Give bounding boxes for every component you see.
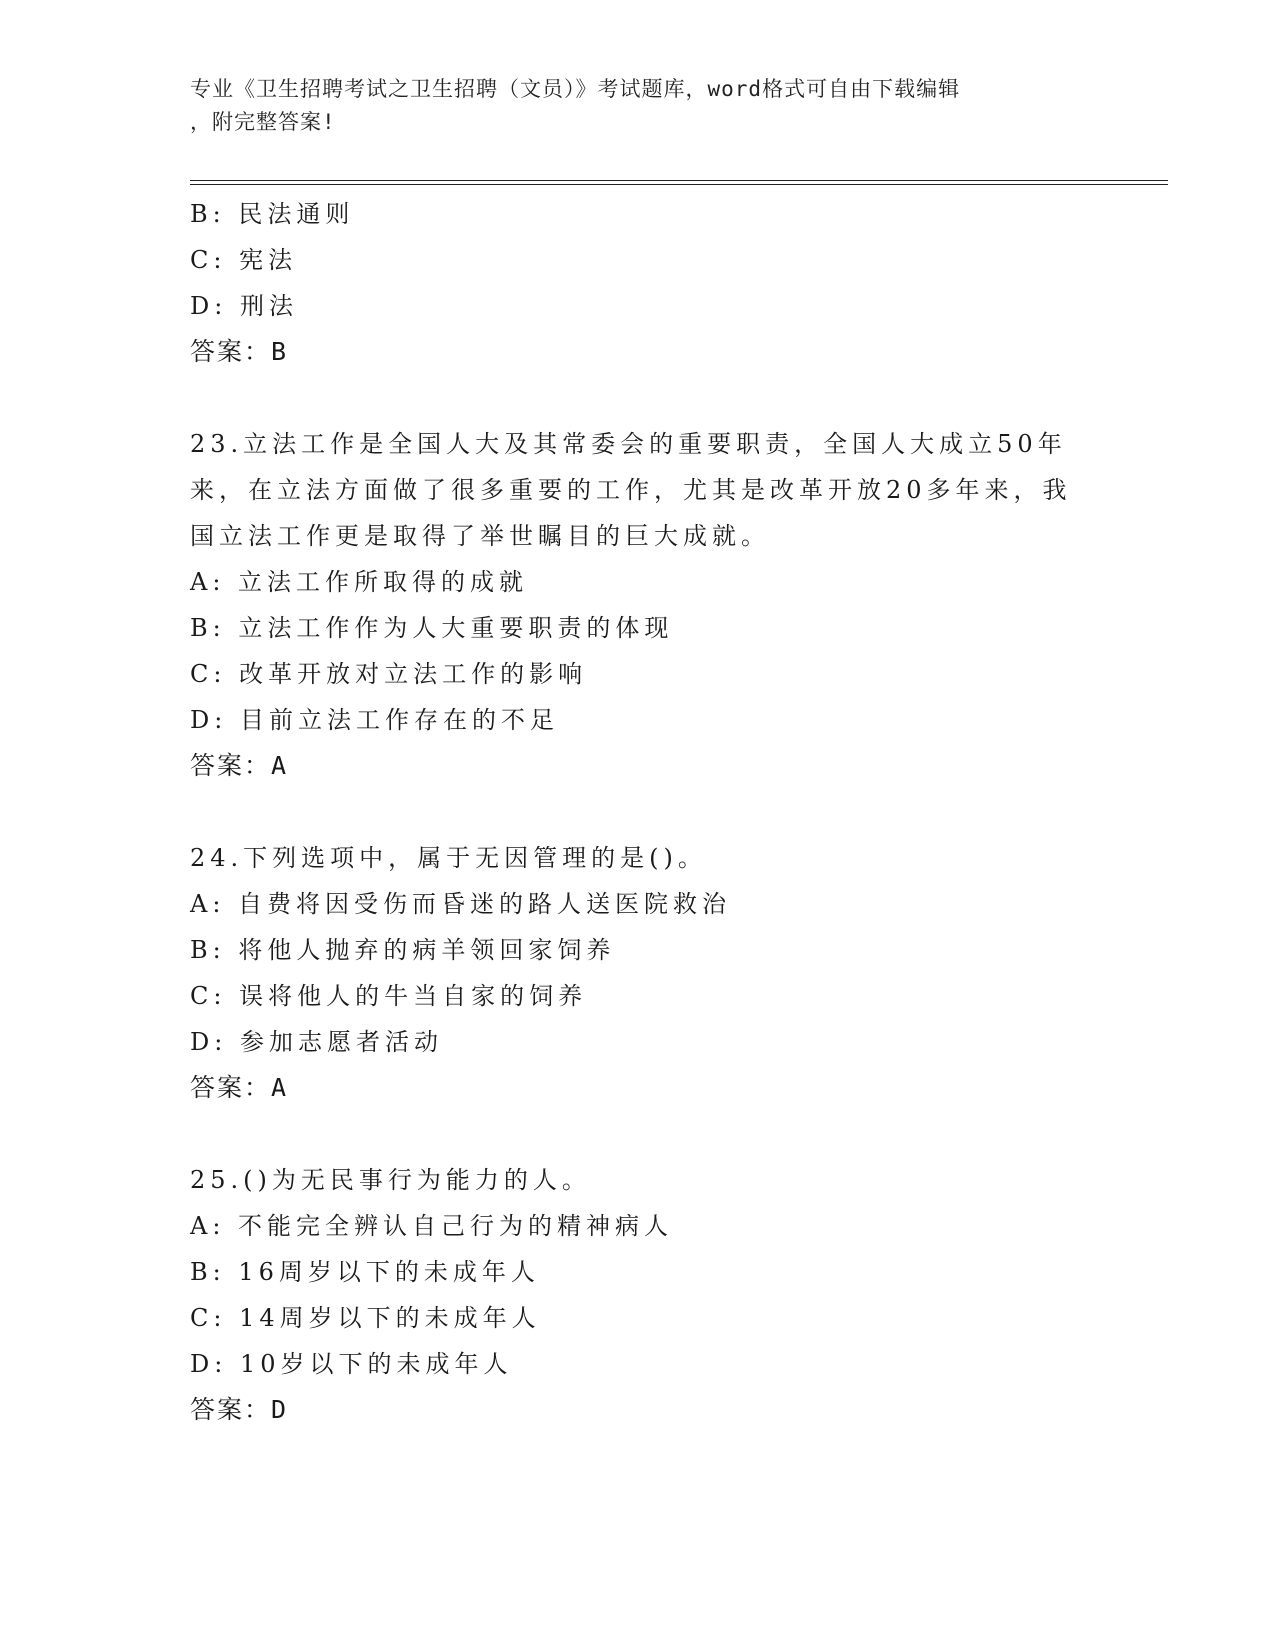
question-24 [190, 835, 1090, 1111]
answer-line: 答案：D [190, 1395, 289, 1424]
option-a: A: 立法工作所取得的成就 [190, 568, 529, 596]
header-divider [190, 180, 1168, 185]
option-b: B: 民法通则 [190, 200, 355, 228]
spacer [190, 789, 1090, 835]
question-stem-line: 来，在立法方面做了很多重要的工作，尤其是改革开放20多年来，我 [190, 476, 1072, 504]
header-line-2: ，附完整答案! [190, 110, 336, 134]
option-d: D: 目前立法工作存在的不足 [190, 706, 559, 734]
option-b: B: 立法工作作为人大重要职责的体现 [190, 614, 674, 642]
question-22-tail [190, 191, 1090, 375]
option-b: B: 16周岁以下的未成年人 [190, 1258, 540, 1286]
spacer [190, 375, 1090, 421]
question-stem-line: 国立法工作更是取得了举世瞩目的巨大成就。 [190, 522, 770, 550]
option-d: D: 参加志愿者活动 [190, 1028, 443, 1056]
document-header [190, 73, 1090, 139]
option-a: A: 不能完全辨认自己行为的精神病人 [190, 1212, 674, 1240]
question-list [190, 191, 1090, 1433]
answer-line: 答案：B [190, 337, 289, 366]
question-stem-line: 24.下列选项中，属于无因管理的是()。 [190, 844, 707, 872]
question-stem-line: 23.立法工作是全国人大及其常委会的重要职责，全国人大成立50年 [190, 430, 1067, 458]
option-d: D: 刑法 [190, 292, 298, 320]
header-line-1: 专业《卫生招聘考试之卫生招聘（文员）》考试题库，word格式可自由下载编辑 [190, 77, 961, 101]
spacer [190, 1111, 1090, 1157]
option-c: C: 改革开放对立法工作的影响 [190, 660, 588, 688]
question-25 [190, 1157, 1090, 1433]
option-c: C: 误将他人的牛当自家的饲养 [190, 982, 588, 1010]
option-c: C: 宪法 [190, 246, 298, 274]
answer-line: 答案：A [190, 1073, 289, 1102]
option-d: D: 10岁以下的未成年人 [190, 1350, 513, 1378]
question-23 [190, 421, 1090, 789]
question-stem-line: 25.()为无民事行为能力的人。 [190, 1166, 591, 1194]
answer-line: 答案：A [190, 751, 289, 780]
option-b: B: 将他人抛弃的病羊领回家饲养 [190, 936, 616, 964]
option-a: A: 自费将因受伤而昏迷的路人送医院救治 [190, 890, 732, 918]
option-c: C: 14周岁以下的未成年人 [190, 1304, 541, 1332]
